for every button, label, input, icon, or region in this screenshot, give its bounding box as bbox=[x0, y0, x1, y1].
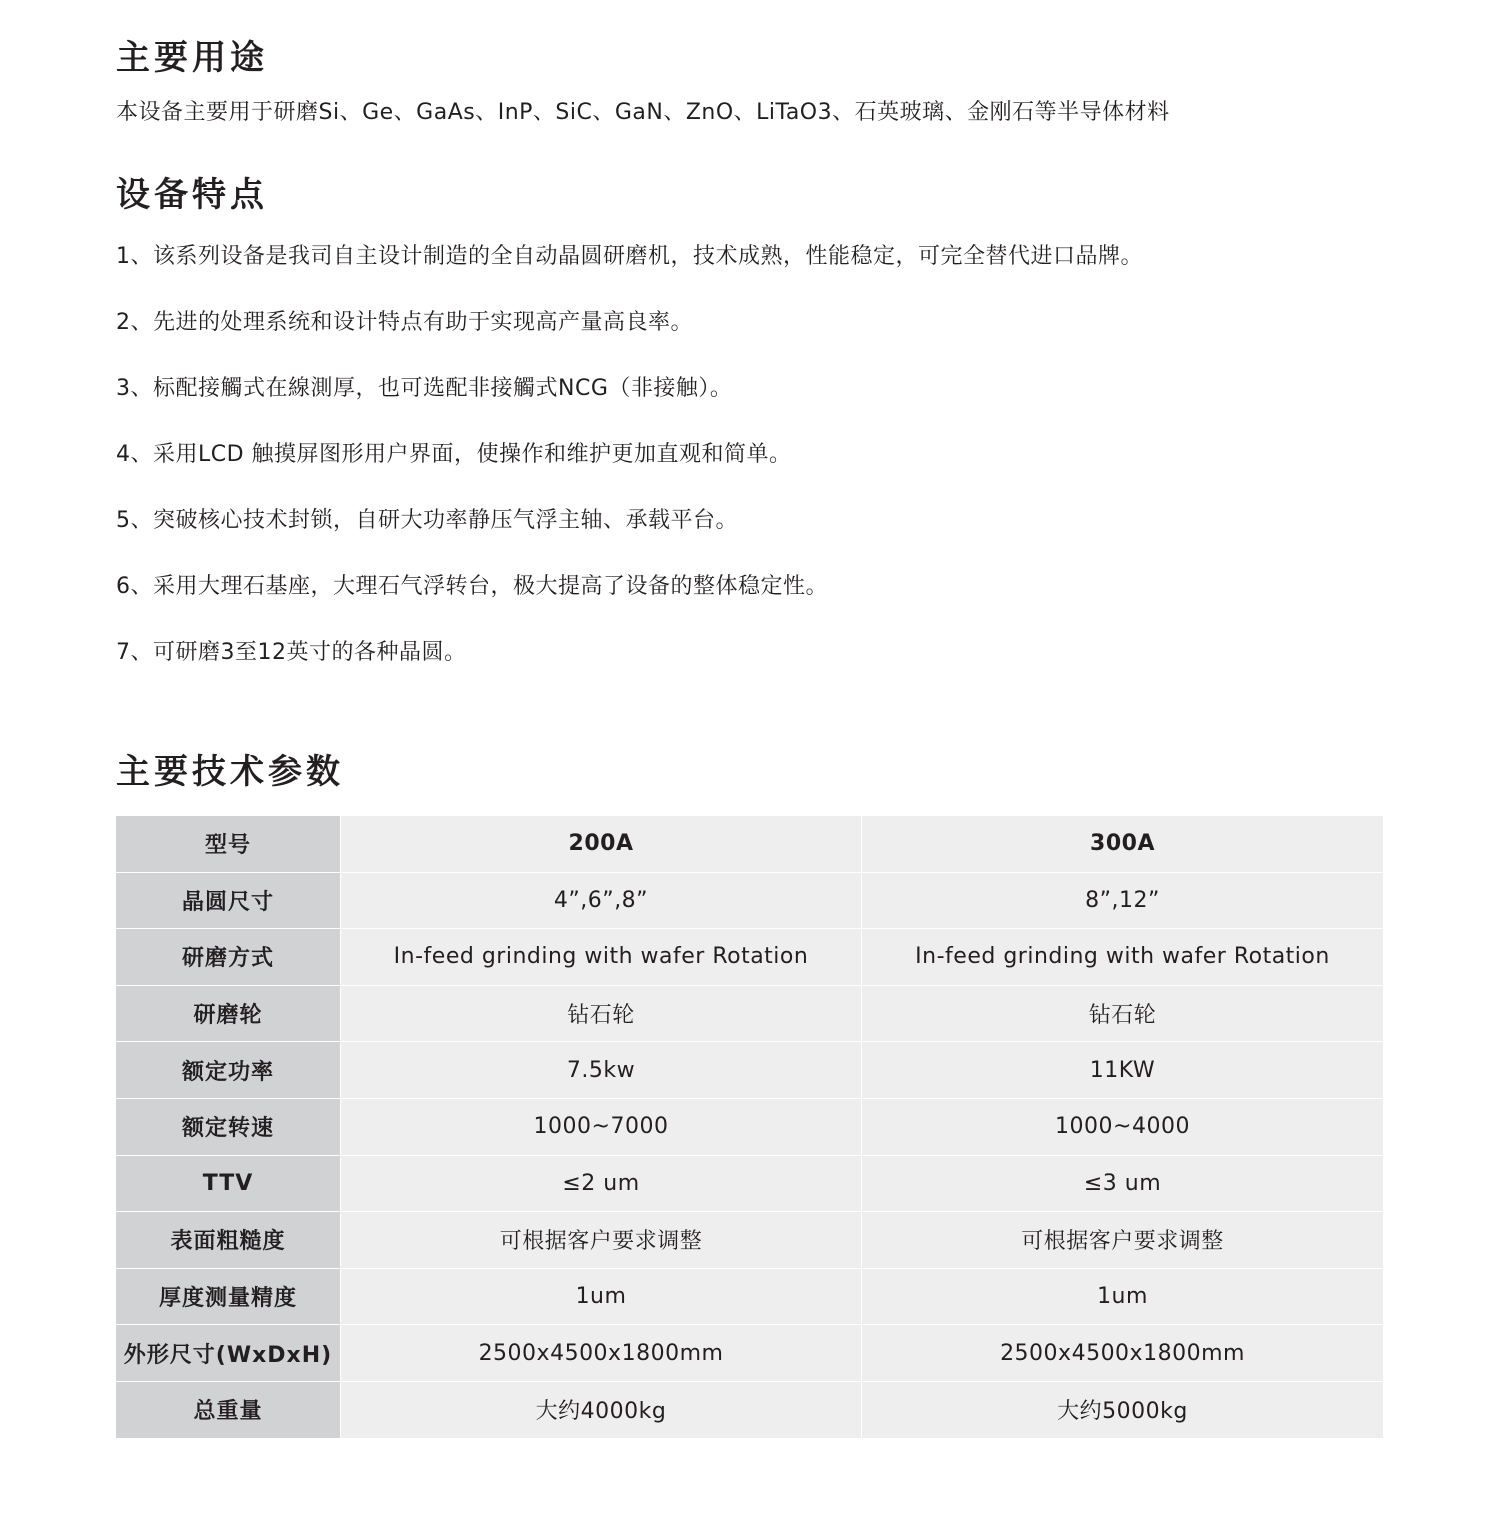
row-label: 额定功率 bbox=[116, 1042, 341, 1099]
row-label: 外形尺寸(WxDxH) bbox=[116, 1325, 341, 1382]
row-label: 厚度测量精度 bbox=[116, 1268, 341, 1325]
table-row bbox=[116, 1381, 1383, 1438]
table-row bbox=[116, 872, 1383, 929]
row-label: 研磨方式 bbox=[116, 929, 341, 986]
params-heading: 主要技术参数 bbox=[116, 752, 344, 792]
table-row bbox=[116, 1155, 1383, 1212]
model-300a-header: 300A bbox=[862, 816, 1384, 872]
value-300a: 大约5000kg bbox=[862, 1381, 1384, 1438]
feature-list bbox=[116, 242, 1143, 704]
value-300a: 1um bbox=[862, 1268, 1384, 1325]
feature-item-1: 1、该系列设备是我司自主设计制造的全自动晶圆研磨机，技术成熟，性能稳定，可完全替代进口品牌。 bbox=[116, 244, 1144, 269]
usage-heading: 主要用途 bbox=[116, 38, 268, 78]
value-300a: 11KW bbox=[862, 1042, 1384, 1099]
spec-table bbox=[116, 816, 1383, 1439]
row-label: 晶圆尺寸 bbox=[116, 872, 341, 929]
model-200a-header: 200A bbox=[341, 816, 862, 872]
value-200a: 大约4000kg bbox=[341, 1381, 862, 1438]
row-label: TTV bbox=[116, 1155, 341, 1212]
features-heading: 设备特点 bbox=[116, 175, 268, 215]
value-300a: 钻石轮 bbox=[862, 985, 1384, 1042]
row-label: 额定转速 bbox=[116, 1098, 341, 1155]
feature-item-7: 7、可研磨3至12英寸的各种晶圆。 bbox=[116, 640, 467, 665]
row-label: 表面粗糙度 bbox=[116, 1212, 341, 1269]
row-label: 研磨轮 bbox=[116, 985, 341, 1042]
value-200a: 1000~7000 bbox=[341, 1098, 862, 1155]
value-200a: 4”,6”,8” bbox=[341, 872, 862, 929]
table-row bbox=[116, 929, 1383, 986]
row-label: 总重量 bbox=[116, 1381, 341, 1438]
value-300a: 可根据客户要求调整 bbox=[862, 1212, 1384, 1269]
value-200a: 可根据客户要求调整 bbox=[341, 1212, 862, 1269]
feature-item-3: 3、标配接觸式在線測厚，也可选配非接觸式NCG（非接触）。 bbox=[116, 376, 733, 401]
table-row bbox=[116, 985, 1383, 1042]
value-200a: 1um bbox=[341, 1268, 862, 1325]
feature-item-6: 6、采用大理石基座，大理石气浮转台，极大提高了设备的整体稳定性。 bbox=[116, 574, 828, 599]
table-header-row bbox=[116, 816, 1383, 872]
value-200a: 2500x4500x1800mm bbox=[341, 1325, 862, 1382]
feature-item-5: 5、突破核心技术封锁，自研大功率静压气浮主轴、承载平台。 bbox=[116, 508, 738, 533]
spec-table-body bbox=[116, 816, 1383, 1438]
value-300a: ≤3 um bbox=[862, 1155, 1384, 1212]
table-row bbox=[116, 1098, 1383, 1155]
value-200a: ≤2 um bbox=[341, 1155, 862, 1212]
table-row bbox=[116, 1268, 1383, 1325]
feature-item-4: 4、采用LCD 触摸屏图形用户界面，使操作和维护更加直观和简单。 bbox=[116, 442, 792, 467]
value-300a: 1000~4000 bbox=[862, 1098, 1384, 1155]
value-300a: In-feed grinding with wafer Rotation bbox=[862, 929, 1384, 986]
table-row bbox=[116, 1325, 1383, 1382]
table-row bbox=[116, 1042, 1383, 1099]
value-200a: 钻石轮 bbox=[341, 985, 862, 1042]
feature-item-2: 2、先进的处理系统和设计特点有助于实现高产量高良率。 bbox=[116, 310, 693, 335]
value-300a: 8”,12” bbox=[862, 872, 1384, 929]
value-200a: In-feed grinding with wafer Rotation bbox=[341, 929, 862, 986]
row-label: 型号 bbox=[116, 816, 341, 872]
value-300a: 2500x4500x1800mm bbox=[862, 1325, 1384, 1382]
table-row bbox=[116, 1212, 1383, 1269]
usage-text: 本设备主要用于研磨Si、Ge、GaAs、InP、SiC、GaN、ZnO、LiTaO3、石英玻璃、金刚石等半导体材料 bbox=[116, 100, 1170, 125]
value-200a: 7.5kw bbox=[341, 1042, 862, 1099]
